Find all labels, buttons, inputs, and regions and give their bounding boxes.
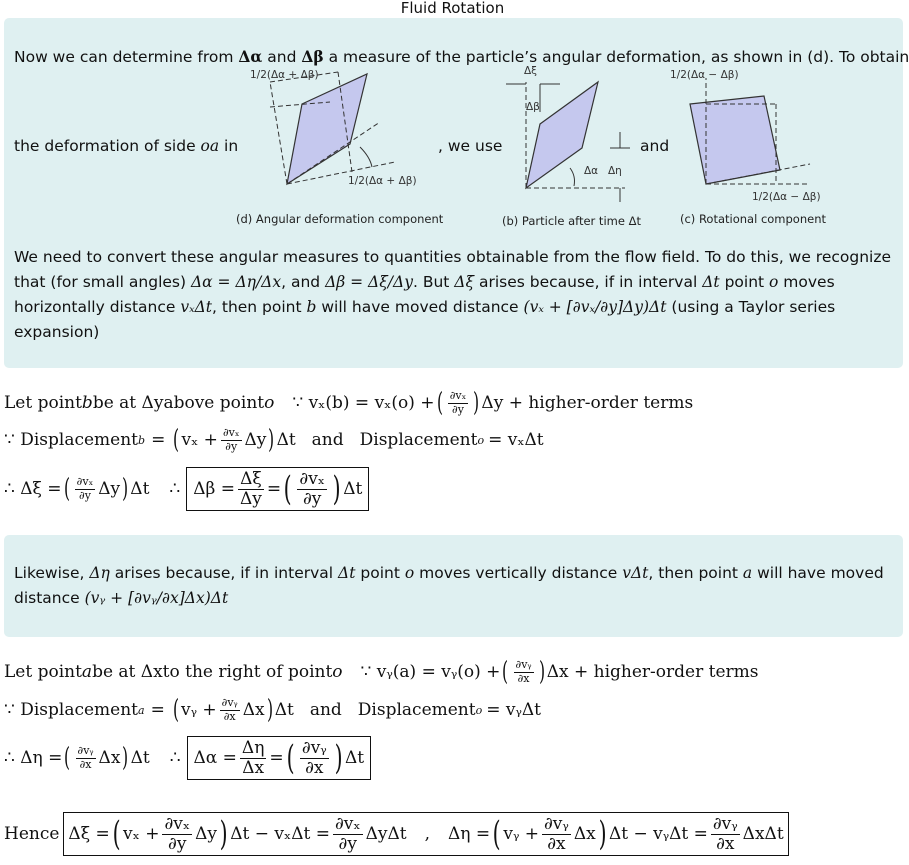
box2-line2: distance (vᵧ + [∂vᵧ/∂x]Δx)Δt — [14, 589, 229, 607]
explanation-box-2 — [4, 535, 903, 637]
figure-d-angular-deformation — [240, 62, 420, 202]
figure-b-caption: (b) Particle after time Δt — [502, 214, 641, 228]
deriv1-frac-dvx-dy: $\frac{\text{∂vₓ}}{\partial y}$ — [449, 389, 467, 416]
hence-line: Hence Δξ = ( vₓ + $\frac{\text{∂vₓ}}{\partial y}$ Δy ) Δt − vₓΔt = $\frac{\text{∂vₓ}}{\partial y}$ ΔyΔt , Δη = ( vᵧ + $\frac{\text{∂vᵧ}}{\partial x}$ Δx ) Δt − vᵧΔt = $\frac{\text{∂vᵧ}}{\partial x}$ ΔxΔt — [4, 806, 789, 862]
deriv1-line1: Let point b be at Δy above point o ∵ vₓ(b) = vₓ(o) + ( $\frac{\text{∂vₓ}}{\partial y}$ ) Δy + higher-order terms — [4, 388, 694, 418]
deriv2-line3: ∴ Δη = ( $\frac{\text{∂vᵧ}}{\partial x}$ Δx ) Δt ∴ Δα = $\frac{\Delta\eta}{\Delta x}$ = ( $\frac{\text{∂vᵧ}}{\partial x}$ ) Δt — [4, 731, 371, 785]
box2-line1: Likewise, Δη arises because, if in interval Δt point o moves vertically distance vΔt, then point a will have moved — [14, 564, 884, 582]
figure-b-beta-label: Δβ — [526, 101, 540, 113]
hence-result-box: Δξ = ( vₓ + $\frac{\text{∂vₓ}}{\partial y}$ Δy ) Δt − vₓΔt = $\frac{\text{∂vₓ}}{\partial y}$ ΔyΔt , Δη = ( vᵧ + $\frac{\text{∂vᵧ}}{\partial x}$ Δx ) Δt − vᵧΔt = $\frac{\text{∂vᵧ}}{\partial x}$ ΔxΔt — [63, 812, 788, 856]
figure-c-rotational-component — [670, 62, 840, 203]
box1-para2-line1: We need to convert these angular measures to quantities obtainable from the flow field. To do this, we recognize — [14, 248, 892, 266]
delta-beta-result-box: Δβ = $\frac{\Delta\xi}{\Delta y}$ = ( $\frac{\text{∂vₓ}}{\partial y}$ ) Δt — [186, 467, 369, 511]
deriv1-l2-frac: $\frac{\text{∂vₓ}}{\partial y}$ — [222, 426, 240, 453]
box1-para2-line2: that (for small angles) Δα = Δη/Δx, and Δβ = Δξ/Δy. But Δξ arises because, if in interval Δt point o moves — [14, 273, 835, 291]
deriv2-line1: Let point a be at Δx to the right of point o ∵ vᵧ(a) = vᵧ(o) + ( $\frac{\text{∂vᵧ}}{\partial x}$ ) Δx + higher-order terms — [4, 657, 759, 687]
we-use-text: , we use — [438, 137, 503, 155]
deriv1-line2: ∵ Displacement b = ( vₓ + $\frac{\text{∂vₓ}}{\partial y}$ Δy ) Δt and Displacement o = vₓΔt — [4, 425, 544, 455]
figure-d-caption: (d) Angular deformation component — [236, 212, 444, 226]
and-text: and — [640, 137, 670, 155]
page-title: Fluid Rotation — [400, 0, 505, 17]
deformed-particle-d — [287, 74, 367, 184]
figure-d-bottom-label: 1/2(Δα + Δβ) — [348, 175, 417, 187]
deriv1-l3-frac: $\frac{\text{∂vₓ}}{\partial y}$ — [76, 475, 94, 502]
alpha-arc-b — [570, 168, 575, 186]
delta-alpha-result-box: Δα = $\frac{\Delta\eta}{\Delta x}$ = ( $\frac{\text{∂vᵧ}}{\partial x}$ ) Δt — [187, 736, 372, 780]
figure-b-alpha-label: Δα — [584, 165, 599, 177]
figure-b-particle-after-time — [500, 62, 650, 202]
box1-line1: Now we can determine from Δα and Δβ a measure of the particle’s angular deformation, as shown in (d). To obtain — [14, 47, 909, 66]
box1-line2: the deformation of side oa in — [14, 137, 239, 155]
figure-b-eta-label: Δη — [608, 165, 622, 177]
figure-b-xi-label: Δξ — [524, 65, 538, 77]
deriv2-frac-dvy-dx: $\frac{\text{∂vᵧ}}{\partial x}$ — [515, 658, 532, 685]
dashed-line-d1 — [270, 82, 287, 184]
rotated-particle-c — [690, 96, 780, 184]
figure-c-caption: (c) Rotational component — [680, 212, 827, 226]
box1-para2-line4: expansion) — [14, 323, 100, 341]
deriv1-line3: ∴ Δξ = ( $\frac{\text{∂vₓ}}{\partial y}$ Δy ) Δt ∴ Δβ = $\frac{\Delta\xi}{\Delta y}$ = ( $\frac{\text{∂vₓ}}{\partial y}$ ) Δt — [4, 462, 369, 516]
box1-para2-line3: horizontally distance vₓΔt, then point b will have moved distance (vₓ + [∂vₓ/∂y]Δy)Δt (using a Taylor series — [14, 298, 836, 316]
deriv2-line2: ∵ Displacement a = ( vᵧ + $\frac{\text{∂vᵧ}}{\partial x}$ Δx ) Δt and Displacement o = vᵧΔt — [4, 695, 541, 725]
deriv2-l2-frac: $\frac{\text{∂vᵧ}}{\partial x}$ — [221, 696, 238, 723]
figure-c-bottom-label: 1/2(Δα − Δβ) — [752, 191, 821, 203]
deriv2-l3-frac: $\frac{\text{∂vᵧ}}{\partial x}$ — [77, 744, 94, 771]
angle-arc-d — [360, 147, 372, 167]
figure-d-top-label: 1/2(Δα + Δβ) — [250, 69, 319, 81]
figure-c-top-label: 1/2(Δα − Δβ) — [670, 69, 739, 81]
